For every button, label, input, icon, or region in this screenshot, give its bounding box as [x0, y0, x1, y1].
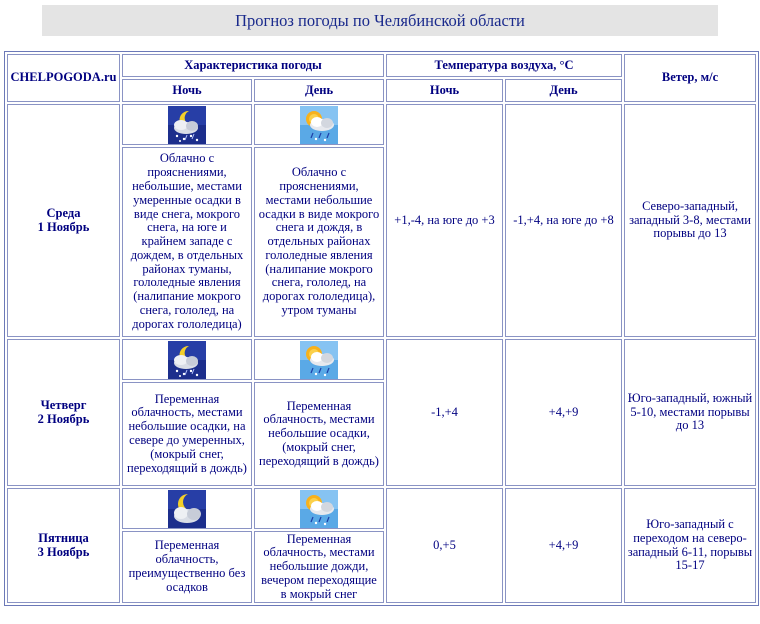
temp-night-header: Ночь: [386, 79, 503, 102]
date: 2 Ноябрь: [37, 411, 90, 426]
site-name-header: CHELPOGODA.ru: [7, 54, 120, 102]
wind-header: Ветер, м/с: [624, 54, 756, 102]
temp-day: +4,+9: [505, 339, 622, 486]
night-moon-cloud-snow-icon: [168, 106, 206, 144]
weather-char-header: Характеристика погоды: [122, 54, 384, 77]
day-icon-cell: [254, 339, 384, 380]
day-description: Переменная облачность, местами небольшие дожди, вечером переходящие в мокрый снег: [254, 531, 384, 603]
wind: Юго-западный с переходом на северо-западный 6-11, порывы 15-17: [624, 488, 756, 603]
page-title: Прогноз погоды по Челябинской области: [42, 5, 718, 36]
weather-night-header: Ночь: [122, 79, 252, 102]
temp-day: -1,+4, на юге до +8: [505, 104, 622, 337]
sun-cloud-rain-snow-icon: [300, 341, 338, 379]
night-moon-cloud-icon: [168, 490, 206, 528]
weekday: Среда: [46, 205, 81, 220]
sun-cloud-rain-snow-icon: [300, 106, 338, 144]
day-icon-cell: [254, 104, 384, 145]
date: 1 Ноябрь: [37, 219, 90, 234]
temp-day-header: День: [505, 79, 622, 102]
sun-cloud-rain-snow-icon: [300, 490, 338, 528]
day-description: Облачно с прояснениями, местами небольшие осадки в виде мокрого снега и дождя, в отдельных районах гололедные явления (налипание мокрого снега, гололед, на дорогах гололедица), утром туманы: [254, 147, 384, 337]
night-description: Переменная облачность, преимущественно без осадков: [122, 531, 252, 603]
weather-day-header: День: [254, 79, 384, 102]
temp-day: +4,+9: [505, 488, 622, 603]
night-moon-cloud-snow-icon: [168, 341, 206, 379]
night-description: Облачно с прояснениями, небольшие, местами умеренные осадки в виде снега, мокрого снега, на юге и крайнем западе с дождем, в отдельных районах туманы, гололедные явления (налипание мокрого снега, гололед, на дорогах гололедица): [122, 147, 252, 337]
date: 3 Ноябрь: [37, 544, 90, 559]
temp-night: 0,+5: [386, 488, 503, 603]
day-description: Переменная облачность, местами небольшие осадки, (мокрый снег, переходящий в дождь): [254, 382, 384, 486]
night-icon-cell: [122, 339, 252, 380]
wind: Юго-западный, южный 5-10, местами порывы до 13: [624, 339, 756, 486]
weekday: Четверг: [40, 397, 87, 412]
temperature-header: Температура воздуха, °С: [386, 54, 622, 77]
night-icon-cell: [122, 104, 252, 145]
day-label: [7, 104, 120, 337]
wind: Северо-западный, западный 3-8, местами порывы до 13: [624, 104, 756, 337]
forecast-table: [4, 51, 759, 606]
temp-night: +1,-4, на юге до +3: [386, 104, 503, 337]
day-icon-cell: [254, 488, 384, 529]
temp-night: -1,+4: [386, 339, 503, 486]
day-label: [7, 488, 120, 603]
night-description: Переменная облачность, местами небольшие осадки, на севере до умеренных, (мокрый снег, переходящий в дождь): [122, 382, 252, 486]
night-icon-cell: [122, 488, 252, 529]
weekday: Пятница: [38, 530, 89, 545]
day-label: [7, 339, 120, 486]
